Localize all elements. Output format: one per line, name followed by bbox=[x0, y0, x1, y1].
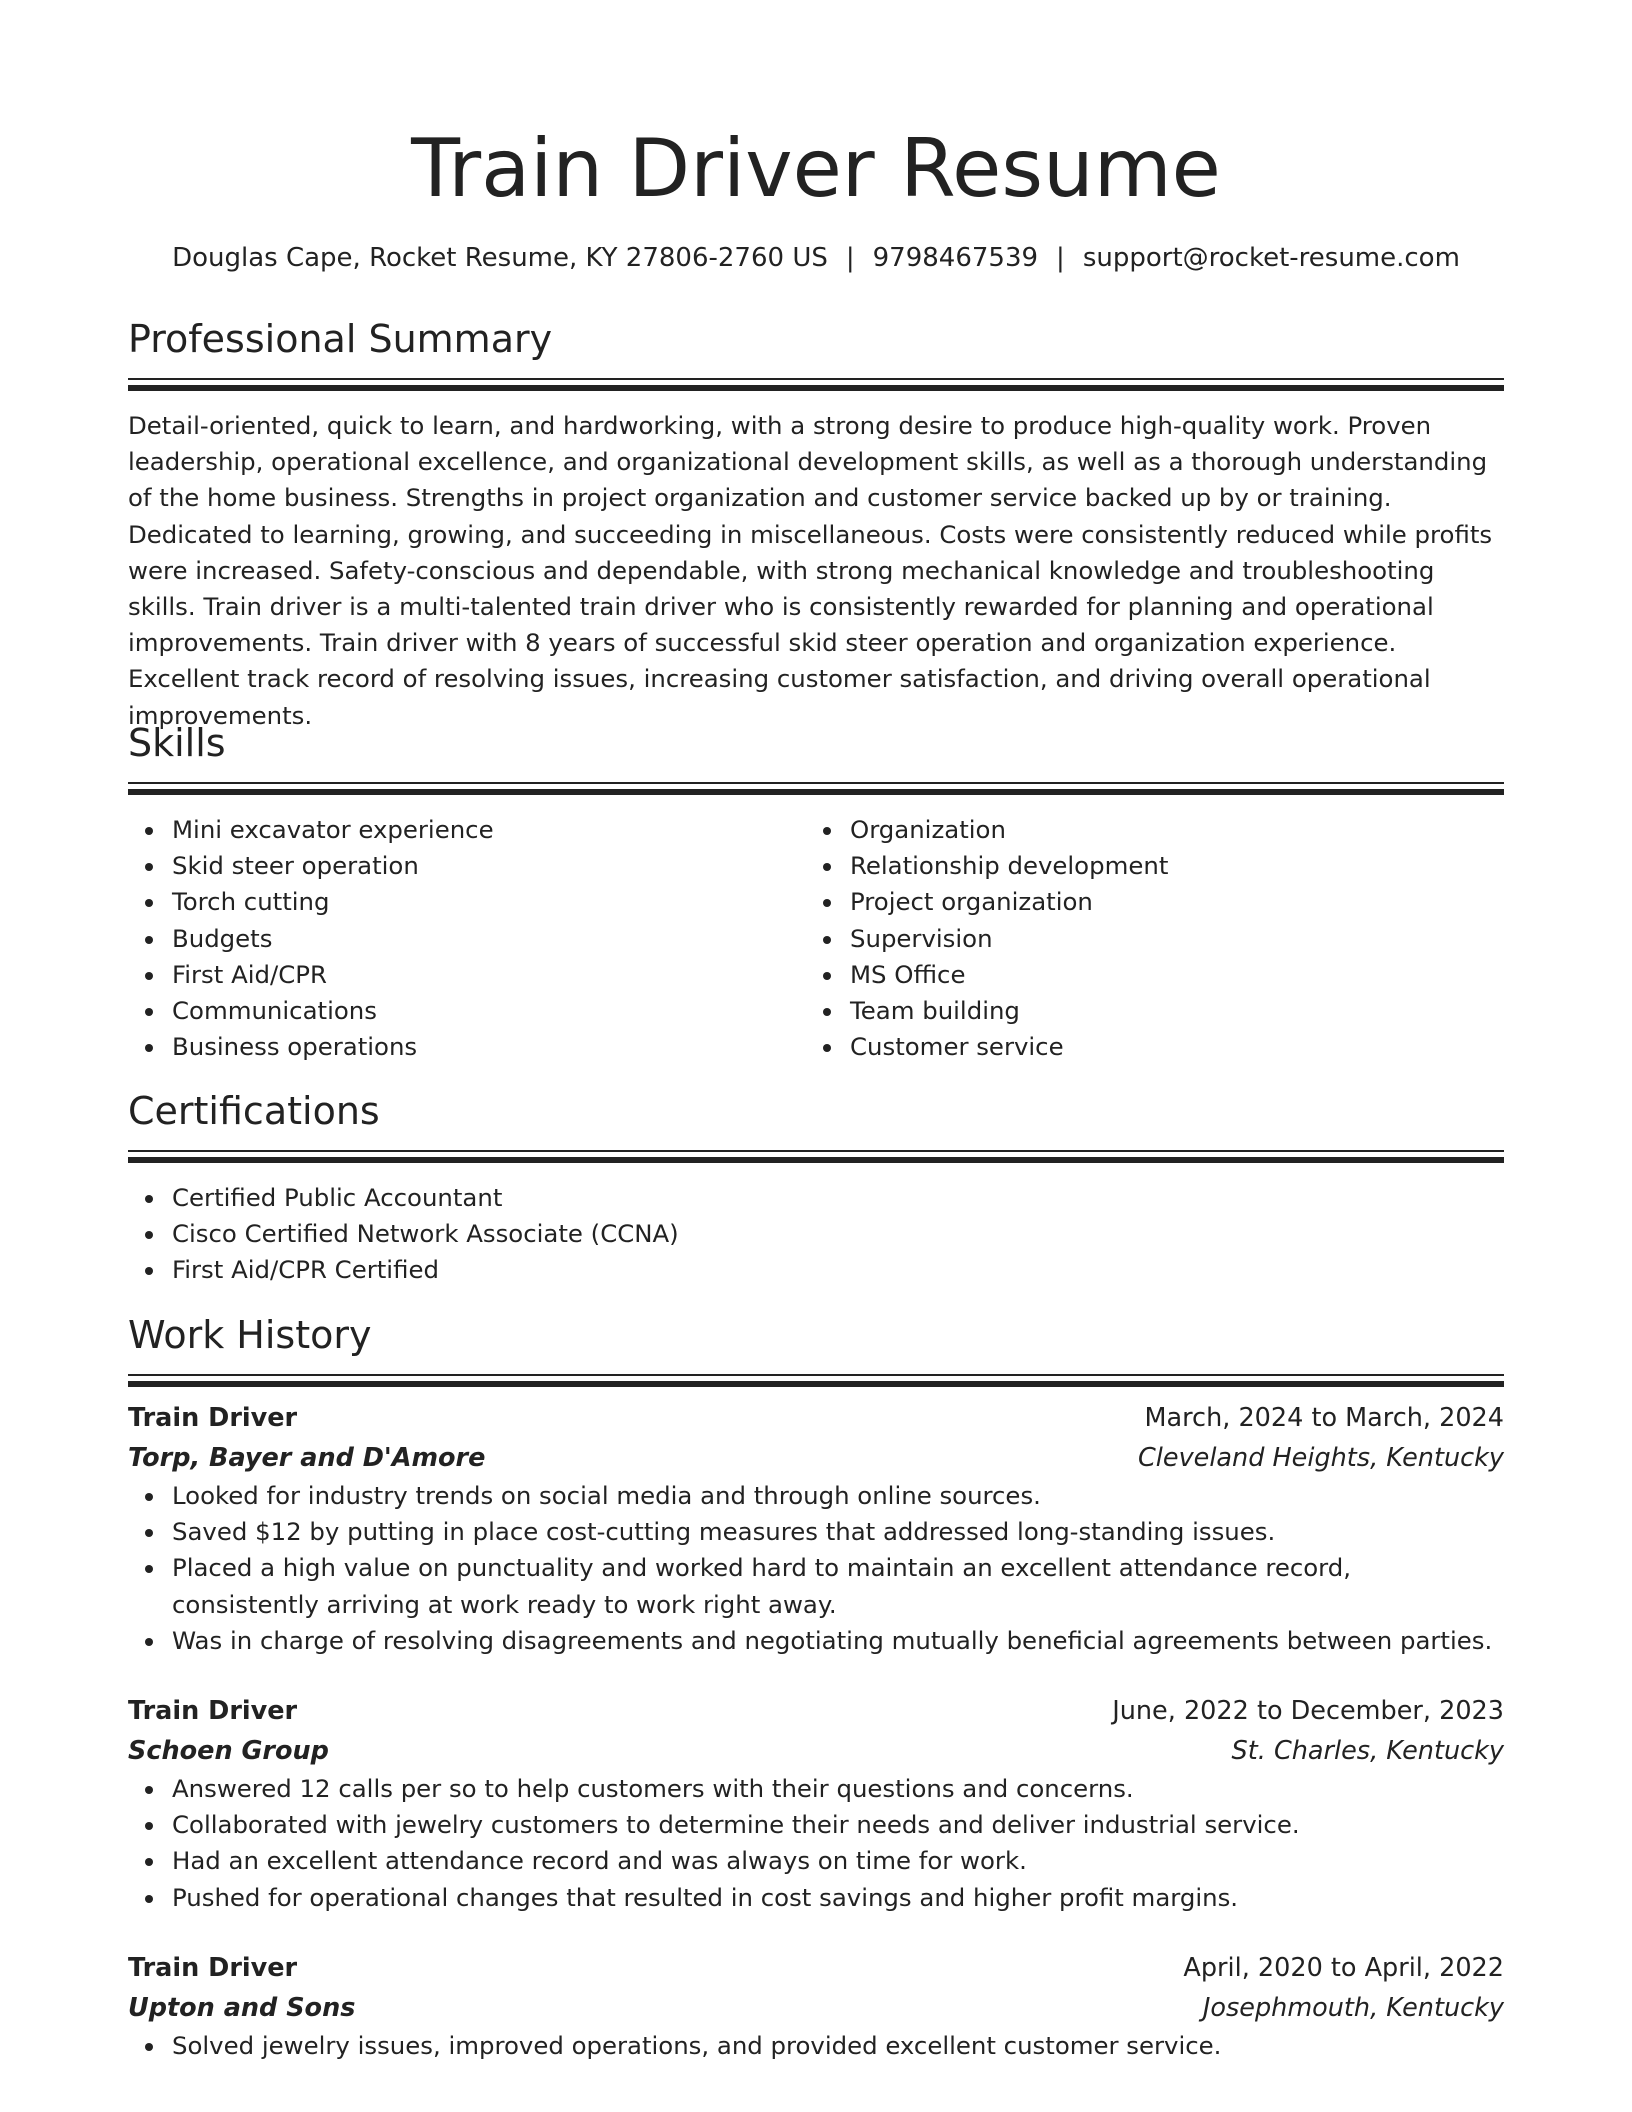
job-title: Train Driver bbox=[128, 1696, 298, 1727]
job-location: Josephmouth, Kentucky bbox=[1202, 1992, 1504, 2023]
job-duty: Solved jewelry issues, improved operations, and provided excellent customer service. bbox=[172, 2028, 1504, 2064]
job-duties-list bbox=[128, 1478, 1504, 1659]
skills-column-left bbox=[128, 812, 806, 1065]
skill-item: First Aid/CPR bbox=[172, 957, 806, 993]
skill-item: Relationship development bbox=[850, 848, 1484, 884]
job-duty: Looked for industry trends on social media and through online sources. bbox=[172, 1478, 1504, 1514]
skills-column-right bbox=[806, 812, 1484, 1065]
certification-item: First Aid/CPR Certified bbox=[172, 1252, 1504, 1288]
job-company: Schoen Group bbox=[128, 1736, 329, 1767]
job-duty: Placed a high value on punctuality and worked hard to maintain an excellent attendance record, consistently arriving at work ready to work right away. bbox=[172, 1550, 1504, 1622]
job-entry bbox=[128, 1398, 1504, 1659]
work-history-section bbox=[128, 1310, 1504, 2064]
job-location: St. Charles, Kentucky bbox=[1231, 1736, 1504, 1767]
contact-phone: 9798467539 bbox=[872, 243, 1039, 273]
certifications-heading: Certifications bbox=[128, 1089, 380, 1133]
job-entry bbox=[128, 1948, 1504, 2064]
job-title: Train Driver bbox=[128, 1403, 298, 1433]
job-duty: Pushed for operational changes that resulted in cost savings and higher profit margins. bbox=[172, 1880, 1504, 1916]
job-header-row bbox=[128, 1691, 1504, 1731]
skill-item: Supervision bbox=[850, 921, 1484, 957]
job-dates: March, 2024 to March, 2024 bbox=[1144, 1403, 1504, 1433]
skill-item: Torch cutting bbox=[172, 884, 806, 920]
contact-email: support@rocket-resume.com bbox=[1082, 243, 1460, 273]
skill-item: Organization bbox=[850, 812, 1484, 848]
skill-item: Skid steer operation bbox=[172, 848, 806, 884]
job-duty: Was in charge of resolving disagreements and negotiating mutually beneficial agreements between parties. bbox=[172, 1623, 1504, 1659]
job-subheader-row bbox=[128, 1731, 1504, 1771]
job-company: Torp, Bayer and D'Amore bbox=[128, 1443, 486, 1473]
job-header-row bbox=[128, 1398, 1504, 1438]
job-header-row bbox=[128, 1948, 1504, 1988]
resume-page bbox=[128, 0, 1504, 2060]
skills-list-right bbox=[806, 812, 1484, 1065]
skills-heading: Skills bbox=[128, 721, 226, 765]
job-company: Upton and Sons bbox=[128, 1992, 356, 2023]
work-history-heading: Work History bbox=[128, 1313, 372, 1357]
contact-line bbox=[128, 240, 1504, 276]
job-dates: June, 2022 to December, 2023 bbox=[1112, 1696, 1504, 1727]
skill-item: MS Office bbox=[850, 957, 1484, 993]
skill-item: Project organization bbox=[850, 884, 1484, 920]
job-duty: Saved $12 by putting in place cost-cutting measures that addressed long-standing issues. bbox=[172, 1514, 1504, 1550]
job-subheader-row bbox=[128, 1988, 1504, 2028]
certifications-list bbox=[128, 1180, 1504, 1289]
skill-item: Mini excavator experience bbox=[172, 812, 806, 848]
contact-address: Douglas Cape, Rocket Resume, KY 27806-2760 US bbox=[172, 243, 828, 273]
certification-item: Cisco Certified Network Associate (CCNA) bbox=[172, 1216, 1504, 1252]
skill-item: Communications bbox=[172, 993, 806, 1029]
section-divider bbox=[128, 378, 1504, 392]
certifications-section bbox=[128, 1086, 1504, 1289]
summary-section bbox=[128, 314, 1504, 734]
contact-separator: | bbox=[845, 243, 855, 273]
job-location: Cleveland Heights, Kentucky bbox=[1137, 1443, 1504, 1473]
skills-list-left bbox=[128, 812, 806, 1065]
section-divider bbox=[128, 782, 1504, 796]
job-subheader-row bbox=[128, 1438, 1504, 1478]
skill-item: Budgets bbox=[172, 921, 806, 957]
skills-grid bbox=[128, 812, 1504, 1065]
page-title: Train Driver Resume bbox=[411, 122, 1221, 215]
section-divider bbox=[128, 1374, 1504, 1388]
job-duties-list bbox=[128, 2028, 1504, 2064]
job-duty: Answered 12 calls per so to help customers with their questions and concerns. bbox=[172, 1771, 1504, 1807]
summary-heading: Professional Summary bbox=[128, 317, 553, 361]
job-dates: April, 2020 to April, 2022 bbox=[1183, 1952, 1504, 1983]
contact-separator: | bbox=[1056, 243, 1065, 273]
section-divider bbox=[128, 1150, 1504, 1164]
job-duties-list bbox=[128, 1771, 1504, 1916]
skill-item: Customer service bbox=[850, 1029, 1484, 1065]
certification-item: Certified Public Accountant bbox=[172, 1180, 1504, 1216]
job-entry bbox=[128, 1691, 1504, 1916]
job-title: Train Driver bbox=[128, 1952, 298, 1983]
skills-section bbox=[128, 718, 1504, 1065]
job-duty: Collaborated with jewelry customers to determine their needs and deliver industrial service. bbox=[172, 1807, 1504, 1843]
skill-item: Business operations bbox=[172, 1029, 806, 1065]
job-duty: Had an excellent attendance record and was always on time for work. bbox=[172, 1843, 1504, 1879]
skill-item: Team building bbox=[850, 993, 1484, 1029]
summary-text: Detail-oriented, quick to learn, and hardworking, with a strong desire to produce high-quality work. Proven leadership, operational excellence, and organizational development skills, as well as a thorough understanding of the home business. Strengths in project organization and customer service backed up by or training. Dedicated to learning, growing, and succeeding in miscellaneous. Costs were consistently reduced while profits were increased. Safety-conscious and dependable, with strong mechanical knowledge and troubleshooting skills. Train driver is a multi-talented train driver who is consistently rewarded for planning and operational improvements. Train driver with 8 years of successful skid steer operation and organization experience. Excellent track record of resolving issues, increasing customer satisfaction, and driving overall operational improvements. bbox=[128, 411, 1493, 730]
